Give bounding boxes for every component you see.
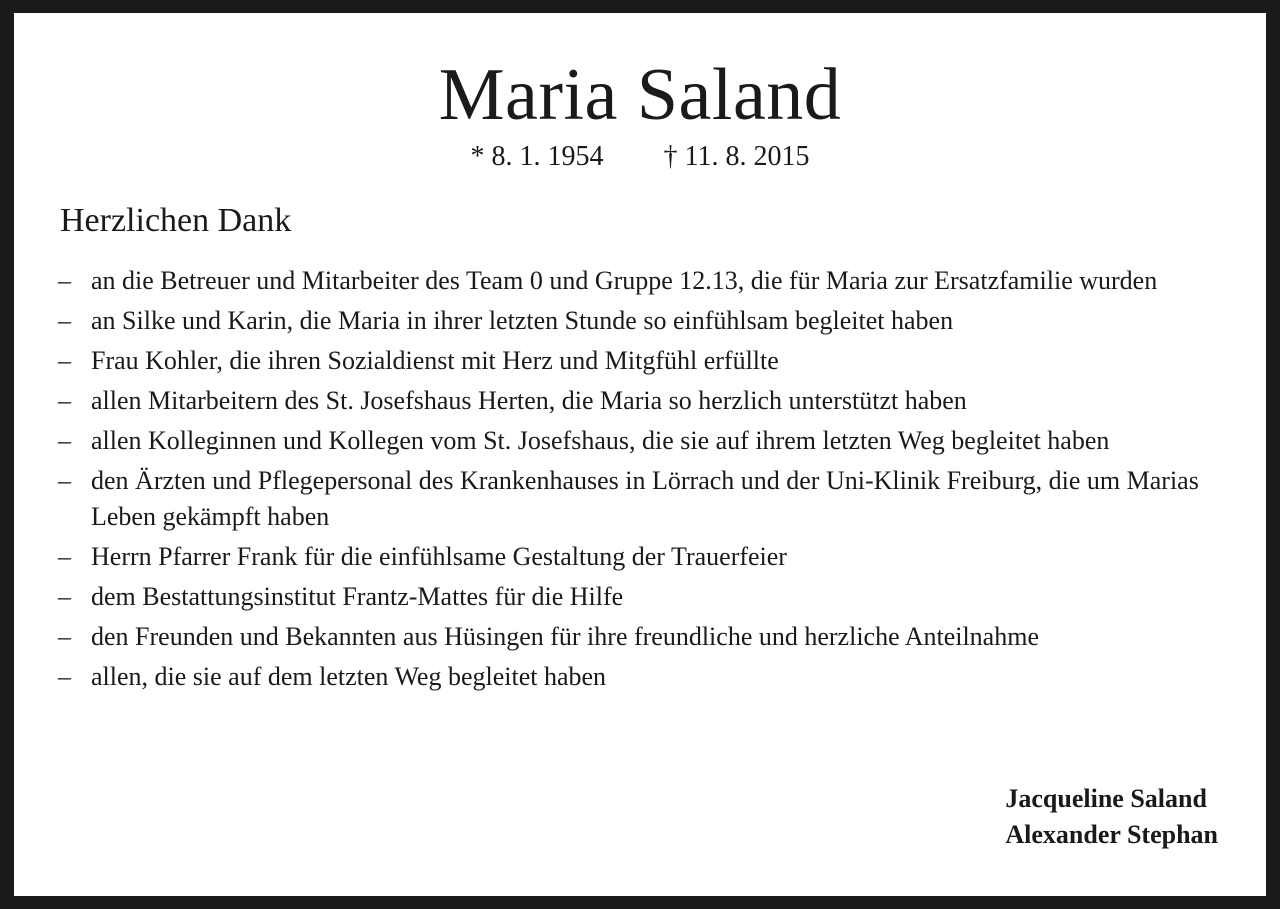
thanks-heading: Herzlichen Dank <box>60 202 292 239</box>
birth-date: * 8. 1. 1954 <box>470 141 604 172</box>
dash-bullet: – <box>58 306 71 335</box>
dash-bullet: – <box>58 426 71 455</box>
death-date: † 11. 8. 2015 <box>663 141 810 172</box>
list-item-text: an die Betreuer und Mitarbeiter des Team 0 und Gruppe 12.13, die für Maria zur Ersatzfamilie wurden <box>91 266 1158 295</box>
dash-bullet: – <box>58 386 71 415</box>
list-item <box>58 539 1238 575</box>
list-item <box>58 303 1238 339</box>
life-dates <box>14 141 1266 173</box>
list-item-text: den Ärzten und Pflegepersonal des Krankenhauses in Lörrach und der Uni-Klinik Freiburg, die um Marias Leben gekämpft haben <box>91 466 1199 531</box>
list-item <box>58 263 1238 299</box>
dash-bullet: – <box>58 346 71 375</box>
list-item <box>58 343 1238 379</box>
dash-bullet: – <box>58 542 71 571</box>
dash-bullet: – <box>58 662 71 691</box>
dash-bullet: – <box>58 266 71 295</box>
list-item-text: allen, die sie auf dem letzten Weg begleitet haben <box>91 662 607 691</box>
signatory-name: Alexander Stephan <box>1005 820 1218 849</box>
list-item-text: Herrn Pfarrer Frank für die einfühlsame Gestaltung der Trauerfeier <box>91 542 787 571</box>
list-item <box>58 423 1238 459</box>
list-item-text: den Freunden und Bekannten aus Hüsingen für ihre freundliche und herzliche Anteilnahme <box>91 622 1039 651</box>
dash-bullet: – <box>58 582 71 611</box>
list-item-text: dem Bestattungsinstitut Frantz-Mattes für die Hilfe <box>91 582 624 611</box>
list-item-text: an Silke und Karin, die Maria in ihrer letzten Stunde so einfühlsam begleitet haben <box>91 306 954 335</box>
list-item <box>58 383 1238 419</box>
list-item-text: allen Kolleginnen und Kollegen vom St. Josefshaus, die sie auf ihrem letzten Weg begleitet haben <box>91 426 1110 455</box>
list-item <box>58 659 1238 695</box>
list-item <box>58 619 1238 655</box>
obituary-notice <box>14 13 1266 896</box>
list-item <box>58 463 1238 535</box>
signatory-name: Jacqueline Saland <box>1005 784 1207 813</box>
list-item-text: Frau Kohler, die ihren Sozialdienst mit Herz und Mitgfühl erfüllte <box>91 346 779 375</box>
list-item-text: allen Mitarbeitern des St. Josefshaus Herten, die Maria so herzlich unterstützt haben <box>91 386 967 415</box>
signature-block <box>1005 781 1218 853</box>
dash-bullet: – <box>58 466 71 495</box>
deceased-name: Maria Saland <box>438 54 842 136</box>
dash-bullet: – <box>58 622 71 651</box>
thanks-list <box>58 263 1238 699</box>
list-item <box>58 579 1238 615</box>
